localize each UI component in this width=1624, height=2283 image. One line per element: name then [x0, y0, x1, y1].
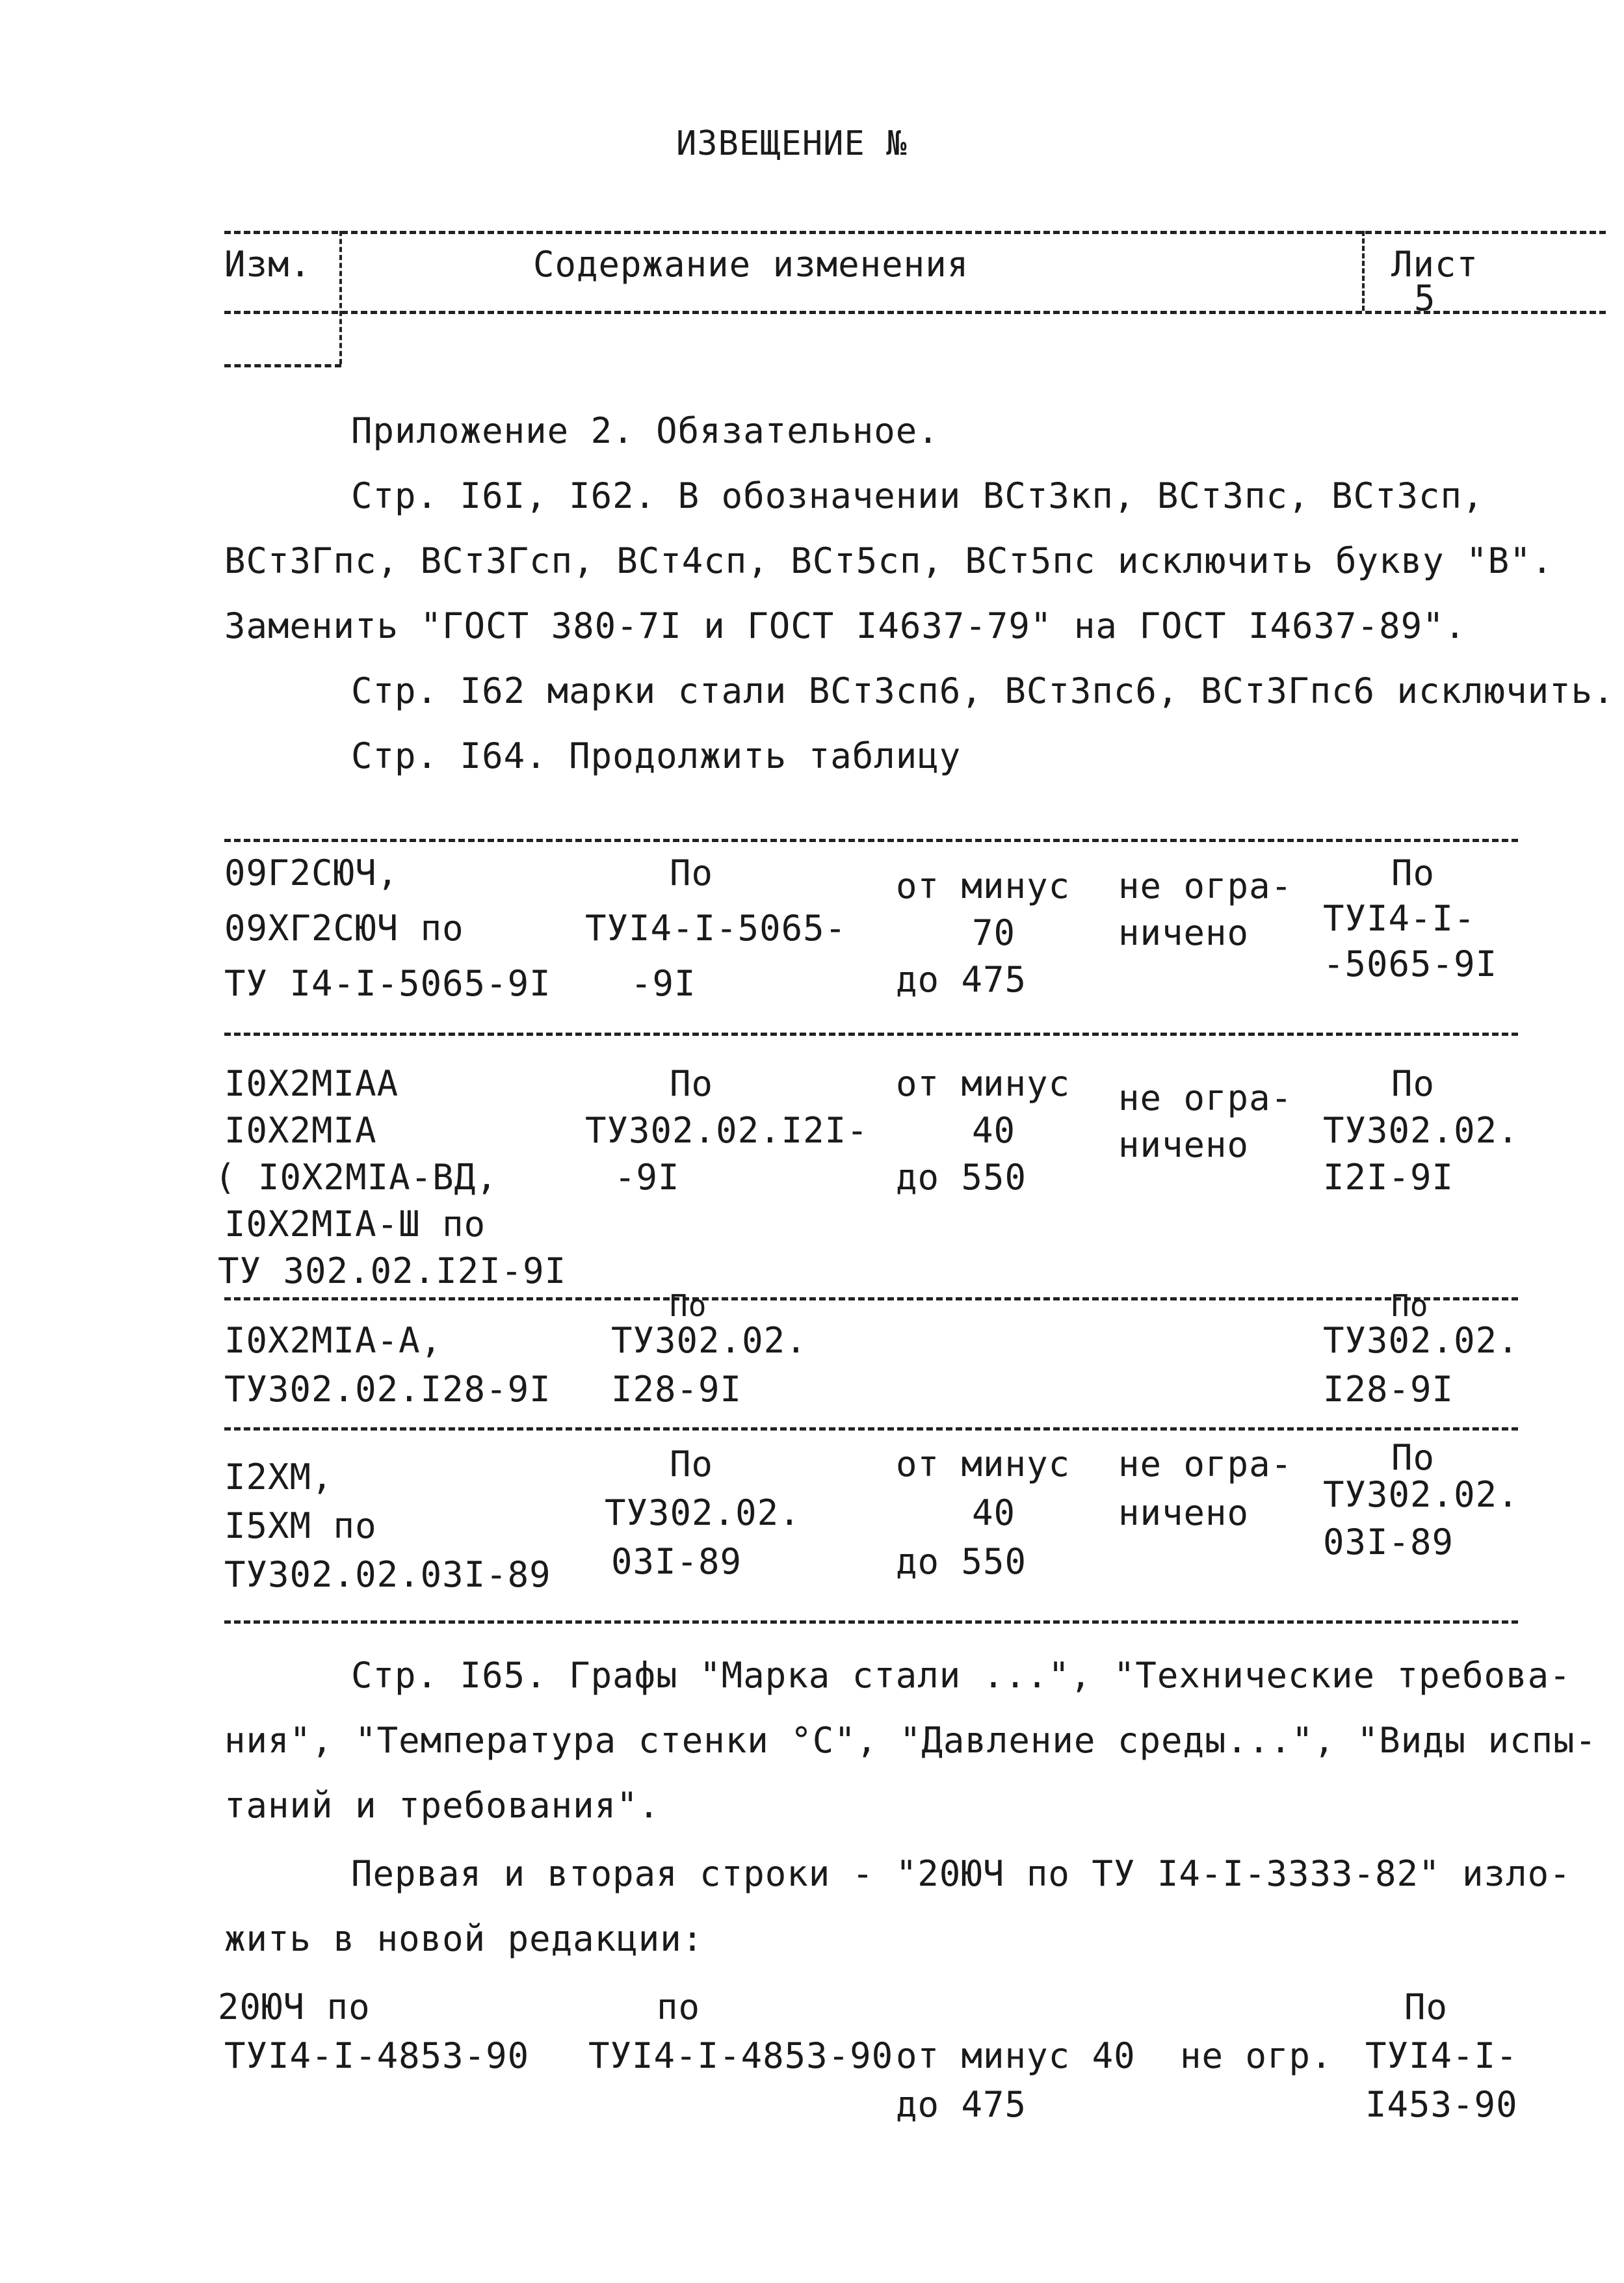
- test-requirements: I453-90: [1365, 2084, 1518, 2125]
- test-requirements: По: [1391, 1437, 1435, 1478]
- steel-grade: ТУ I4-I-5065-9I: [224, 963, 551, 1004]
- content-column-label: Содержание изменения: [533, 244, 969, 285]
- test-requirements: 03I-89: [1323, 1522, 1454, 1563]
- header-divider-right: [1362, 231, 1365, 311]
- test-requirements: -5065-9I: [1323, 944, 1498, 984]
- wall-temperature: до 550: [896, 1541, 1027, 1582]
- tech-requirements: -9I: [631, 963, 696, 1004]
- paragraph-p161-line3: Заменить "ГОСТ 380-7I и ГОСТ I4637-79" на ГОСТ I4637-89".: [224, 605, 1467, 646]
- wall-temperature: от минус: [896, 865, 1071, 906]
- steel-grade: ( I0Х2МIА-ВД,: [215, 1157, 498, 1198]
- test-requirements: I28-9I: [1323, 1369, 1454, 1410]
- paragraph-new-edition-line1: Первая и вторая строки - "20ЮЧ по ТУ I4-I-3333-82" изло-: [351, 1853, 1571, 1894]
- paragraph-p161-line2: ВСт3Гпс, ВСт3Гсп, ВСт4сп, ВСт5сп, ВСт5пс исключить букву "В".: [224, 540, 1554, 581]
- paragraph-p164: Стр. I64. Продолжить таблицу: [351, 735, 962, 776]
- change-column-label: Изм.: [224, 244, 312, 285]
- paragraph-p162: Стр. I62 марки стали ВСт3сп6, ВСт3пс6, ВСт3Гпс6 исключить.: [351, 670, 1615, 711]
- steel-grade: ТУ302.02.I28-9I: [224, 1369, 551, 1410]
- wall-temperature: 40: [972, 1110, 1016, 1151]
- medium-pressure: не огра-: [1118, 1444, 1293, 1485]
- sheet-column-label: Лист: [1391, 244, 1479, 285]
- wall-temperature: до 475: [896, 2084, 1027, 2125]
- header-rule-bottom: [224, 364, 341, 367]
- steel-grade: I5ХМ по: [224, 1505, 377, 1546]
- paragraph-new-edition-line2: жить в новой редакции:: [224, 1918, 704, 1959]
- wall-temperature: 70: [972, 912, 1016, 953]
- wall-temperature: до 550: [896, 1157, 1027, 1198]
- steel-grade: 09Г2СЮЧ,: [224, 852, 399, 893]
- steel-grade: 20ЮЧ по: [218, 1986, 371, 2027]
- medium-pressure: ничено: [1118, 1124, 1250, 1165]
- steel-grade: 09ХГ2СЮЧ по: [224, 908, 464, 949]
- wall-temperature: от минус: [896, 1063, 1071, 1104]
- wall-temperature: 40: [972, 1492, 1016, 1533]
- tech-requirements: По: [670, 852, 714, 893]
- test-requirements: По: [1404, 1986, 1448, 2027]
- tech-requirements: По: [670, 1288, 707, 1323]
- header-divider-left: [339, 231, 342, 364]
- steel-grade: I2ХМ,: [224, 1457, 334, 1498]
- test-requirements: ТУI4-I-: [1365, 2035, 1518, 2076]
- steel-grade: ТУ 302.02.I2I-9I: [218, 1250, 567, 1291]
- steel-grade: ТУI4-I-4853-90: [224, 2035, 530, 2076]
- medium-pressure: не огр.: [1180, 2035, 1333, 2076]
- tech-requirements: -9I: [614, 1157, 680, 1198]
- table-rule-top: [224, 839, 1518, 842]
- steel-grade: I0Х2МIАА: [224, 1063, 399, 1104]
- steel-grade: I0Х2МIА-Ш по: [224, 1204, 486, 1245]
- tech-requirements: ТУI4-I-4853-90: [588, 2035, 894, 2076]
- tech-requirements: По: [670, 1063, 714, 1104]
- wall-temperature: от минус 40: [896, 2035, 1136, 2076]
- wall-temperature: от минус: [896, 1444, 1071, 1485]
- test-requirements: ТУ302.02.: [1323, 1110, 1519, 1151]
- tech-requirements: 03I-89: [611, 1541, 742, 1582]
- test-requirements: ТУI4-I-: [1323, 898, 1476, 939]
- test-requirements: По: [1391, 852, 1435, 893]
- test-requirements: ТУ302.02.: [1323, 1320, 1519, 1361]
- sheet-number: 5: [1414, 278, 1436, 319]
- medium-pressure: не огра-: [1118, 1077, 1293, 1118]
- medium-pressure: ничено: [1118, 1492, 1250, 1533]
- paragraph-p165-line2: ния", "Температура стенки °С", "Давление среды...", "Виды испы-: [224, 1720, 1597, 1761]
- notice-title: ИЗВЕЩЕНИЕ №: [676, 124, 908, 163]
- paragraph-p165-line3: таний и требования".: [224, 1785, 661, 1826]
- paragraph-appendix: Приложение 2. Обязательное.: [351, 410, 939, 451]
- tech-requirements: ТУ302.02.I2I-: [585, 1110, 869, 1151]
- medium-pressure: не огра-: [1118, 865, 1293, 906]
- medium-pressure: ничено: [1118, 912, 1250, 953]
- tech-requirements: по: [657, 1986, 701, 2027]
- paragraph-p165-line1: Стр. I65. Графы "Марка стали ...", "Технические требова-: [351, 1655, 1571, 1696]
- steel-grade: I0Х2МIА-А,: [224, 1320, 443, 1361]
- test-requirements: По: [1391, 1288, 1429, 1323]
- test-requirements: I2I-9I: [1323, 1157, 1454, 1198]
- steel-grade: I0Х2МIА: [224, 1110, 377, 1151]
- header-rule-top: [224, 231, 1606, 234]
- table-rule-2: [224, 1297, 1518, 1300]
- test-requirements: ТУ302.02.: [1323, 1474, 1519, 1515]
- table-rule-3: [224, 1427, 1518, 1431]
- tech-requirements: ТУ302.02.: [611, 1320, 807, 1361]
- table-rule-1: [224, 1033, 1518, 1036]
- paragraph-p161-line1: Стр. I6I, I62. В обозначении ВСт3кп, ВСт3пс, ВСт3сп,: [351, 475, 1484, 516]
- steel-grade: ТУ302.02.03I-89: [224, 1554, 551, 1595]
- tech-requirements: ТУI4-I-5065-: [585, 908, 847, 949]
- table-rule-bottom: [224, 1620, 1518, 1624]
- header-rule-mid: [224, 311, 1606, 314]
- tech-requirements: По: [670, 1444, 714, 1485]
- tech-requirements: ТУ302.02.: [605, 1492, 801, 1533]
- test-requirements: По: [1391, 1063, 1435, 1104]
- tech-requirements: I28-9I: [611, 1369, 742, 1410]
- wall-temperature: до 475: [896, 959, 1027, 1000]
